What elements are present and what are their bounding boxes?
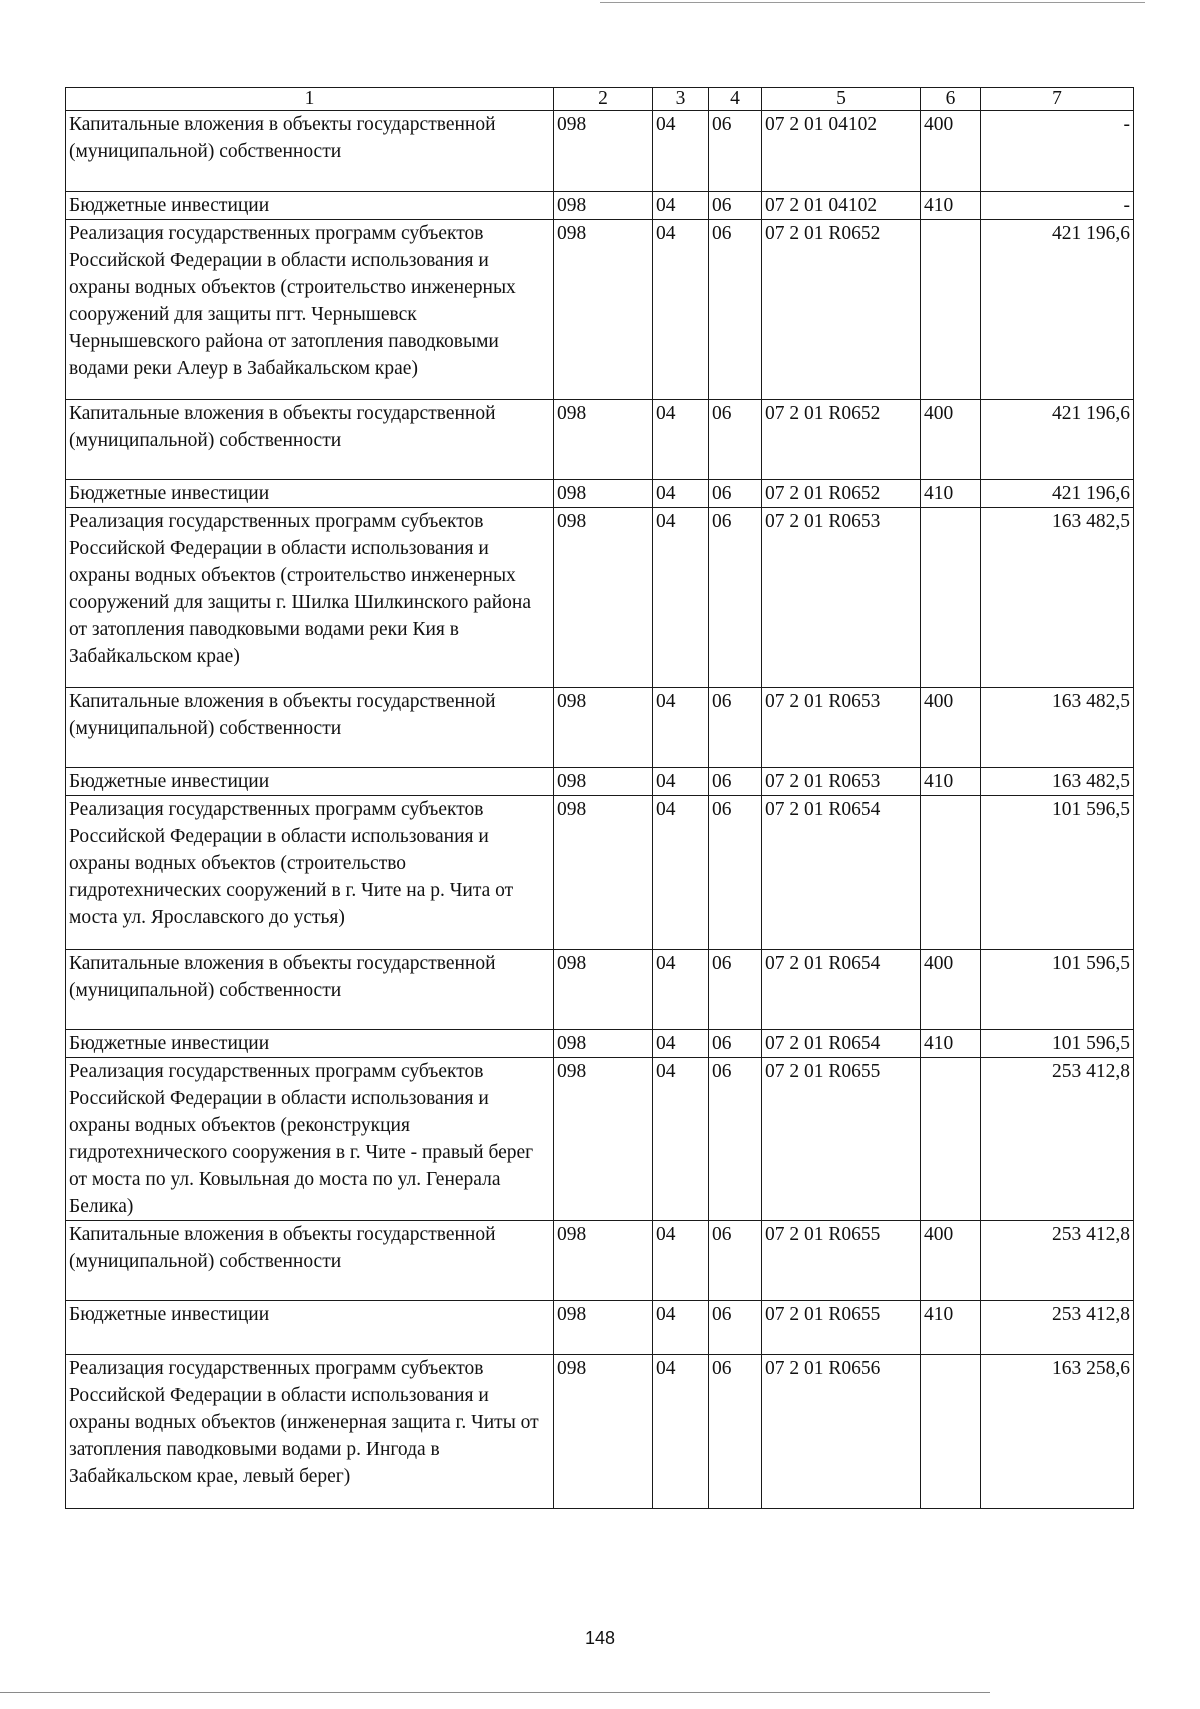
row-ministry-code: 098 [554,480,653,508]
row-name: Капитальные вложения в объекты государственной (муниципальной) собственности [66,111,554,192]
row-ministry-code: 098 [554,950,653,1030]
row-section-code: 04 [653,220,709,400]
row-target-code: 07 2 01 R0653 [762,768,921,796]
row-ministry-code: 098 [554,688,653,768]
row-expense-type: 410 [921,768,981,796]
row-target-code: 07 2 01 R0655 [762,1221,921,1301]
row-amount: 253 412,8 [981,1058,1134,1221]
row-section-code: 04 [653,768,709,796]
col-header: 7 [981,88,1134,111]
row-ministry-code: 098 [554,111,653,192]
table-row [66,480,1134,508]
row-section-code: 04 [653,1058,709,1221]
row-section-code: 04 [653,1030,709,1058]
row-name: Бюджетные инвестиции [66,768,554,796]
header-row [66,88,1134,111]
row-subsection-code: 06 [709,1030,762,1058]
row-target-code: 07 2 01 04102 [762,192,921,220]
row-amount: - [981,111,1134,192]
row-expense-type: 400 [921,688,981,768]
row-target-code: 07 2 01 R0655 [762,1058,921,1221]
row-subsection-code: 06 [709,1355,762,1509]
table-row [66,508,1134,688]
row-expense-type [921,220,981,400]
table-row [66,1058,1134,1221]
table-row [66,111,1134,192]
row-section-code: 04 [653,111,709,192]
row-ministry-code: 098 [554,400,653,480]
row-amount: - [981,192,1134,220]
row-expense-type: 410 [921,1030,981,1058]
row-ministry-code: 098 [554,1301,653,1355]
row-name: Бюджетные инвестиции [66,480,554,508]
col-header: 2 [554,88,653,111]
row-target-code: 07 2 01 R0654 [762,796,921,950]
row-subsection-code: 06 [709,1221,762,1301]
row-section-code: 04 [653,192,709,220]
row-name: Реализация государственных программ субъектов Российской Федерации в области использования и охраны водных объектов (строительство гидротехнических сооружений в г. Чите на р. Чита от моста ул. Ярославского до устья) [66,796,554,950]
row-section-code: 04 [653,400,709,480]
row-ministry-code: 098 [554,220,653,400]
row-target-code: 07 2 01 R0652 [762,400,921,480]
table-row [66,768,1134,796]
col-header: 1 [66,88,554,111]
budget-table [65,87,1134,1509]
table-row [66,220,1134,400]
row-amount: 101 596,5 [981,796,1134,950]
row-name: Бюджетные инвестиции [66,192,554,220]
row-target-code: 07 2 01 R0652 [762,480,921,508]
row-subsection-code: 06 [709,688,762,768]
row-name: Капитальные вложения в объекты государственной (муниципальной) собственности [66,400,554,480]
row-name: Реализация государственных программ субъектов Российской Федерации в области использования и охраны водных объектов (строительство инженерных сооружений для защиты г. Шилка Шилкинского района от затопления паводковыми водами реки Кия в Забайкальском крае) [66,508,554,688]
row-target-code: 07 2 01 R0655 [762,1301,921,1355]
table-row [66,950,1134,1030]
bottom-rule [0,1692,990,1693]
table-row [66,1221,1134,1301]
table-row [66,1030,1134,1058]
row-section-code: 04 [653,1355,709,1509]
row-expense-type: 400 [921,400,981,480]
row-section-code: 04 [653,796,709,950]
row-ministry-code: 098 [554,1355,653,1509]
row-subsection-code: 06 [709,192,762,220]
row-target-code: 07 2 01 R0653 [762,688,921,768]
row-subsection-code: 06 [709,950,762,1030]
row-subsection-code: 06 [709,111,762,192]
row-section-code: 04 [653,508,709,688]
row-amount: 163 482,5 [981,688,1134,768]
row-target-code: 07 2 01 R0653 [762,508,921,688]
row-ministry-code: 098 [554,768,653,796]
table-row [66,1301,1134,1355]
row-ministry-code: 098 [554,1221,653,1301]
row-amount: 421 196,6 [981,480,1134,508]
row-target-code: 07 2 01 R0652 [762,220,921,400]
col-header: 5 [762,88,921,111]
row-ministry-code: 098 [554,1058,653,1221]
row-section-code: 04 [653,950,709,1030]
row-name: Бюджетные инвестиции [66,1301,554,1355]
top-rule [600,2,1145,3]
row-expense-type [921,508,981,688]
row-section-code: 04 [653,480,709,508]
page-number: 148 [584,1628,616,1648]
row-target-code: 07 2 01 R0654 [762,1030,921,1058]
row-amount: 421 196,6 [981,220,1134,400]
row-expense-type: 410 [921,480,981,508]
row-subsection-code: 06 [709,796,762,950]
row-amount: 163 258,6 [981,1355,1134,1509]
row-subsection-code: 06 [709,768,762,796]
row-subsection-code: 06 [709,480,762,508]
row-name: Капитальные вложения в объекты государственной (муниципальной) собственности [66,688,554,768]
row-subsection-code: 06 [709,220,762,400]
row-expense-type: 400 [921,111,981,192]
table-row [66,400,1134,480]
row-amount: 163 482,5 [981,508,1134,688]
row-subsection-code: 06 [709,1058,762,1221]
row-name: Капитальные вложения в объекты государственной (муниципальной) собственности [66,1221,554,1301]
col-header: 3 [653,88,709,111]
row-amount: 253 412,8 [981,1301,1134,1355]
row-expense-type [921,1058,981,1221]
row-expense-type: 410 [921,1301,981,1355]
row-target-code: 07 2 01 04102 [762,111,921,192]
row-expense-type: 400 [921,950,981,1030]
row-expense-type: 410 [921,192,981,220]
row-name: Бюджетные инвестиции [66,1030,554,1058]
row-subsection-code: 06 [709,400,762,480]
row-expense-type [921,1355,981,1509]
row-subsection-code: 06 [709,508,762,688]
row-section-code: 04 [653,688,709,768]
table-row [66,688,1134,768]
row-amount: 421 196,6 [981,400,1134,480]
table-row [66,796,1134,950]
row-ministry-code: 098 [554,1030,653,1058]
row-subsection-code: 06 [709,1301,762,1355]
row-target-code: 07 2 01 R0654 [762,950,921,1030]
row-amount: 253 412,8 [981,1221,1134,1301]
row-expense-type: 400 [921,1221,981,1301]
row-ministry-code: 098 [554,508,653,688]
row-amount: 101 596,5 [981,950,1134,1030]
row-ministry-code: 098 [554,192,653,220]
col-header: 6 [921,88,981,111]
row-name: Капитальные вложения в объекты государственной (муниципальной) собственности [66,950,554,1030]
row-expense-type [921,796,981,950]
row-name: Реализация государственных программ субъектов Российской Федерации в области использования и охраны водных объектов (строительство инженерных сооружений для защиты пгт. Чернышевск Чернышевского района от затопления паводковыми водами реки Алеур в Забайкальском крае) [66,220,554,400]
row-section-code: 04 [653,1301,709,1355]
col-header: 4 [709,88,762,111]
row-ministry-code: 098 [554,796,653,950]
row-section-code: 04 [653,1221,709,1301]
table-row [66,1355,1134,1509]
row-amount: 101 596,5 [981,1030,1134,1058]
row-name: Реализация государственных программ субъектов Российской Федерации в области использования и охраны водных объектов (инженерная защита г. Читы от затопления паводковыми водами р. Ингода в Забайкальском крае, левый берег) [66,1355,554,1509]
row-target-code: 07 2 01 R0656 [762,1355,921,1509]
row-amount: 163 482,5 [981,768,1134,796]
row-name: Реализация государственных программ субъектов Российской Федерации в области использования и охраны водных объектов (реконструкция гидротехнического сооружения в г. Чите - правый берег от моста по ул. Ковыльная до моста по ул. Генерала Белика) [66,1058,554,1221]
table-row [66,192,1134,220]
